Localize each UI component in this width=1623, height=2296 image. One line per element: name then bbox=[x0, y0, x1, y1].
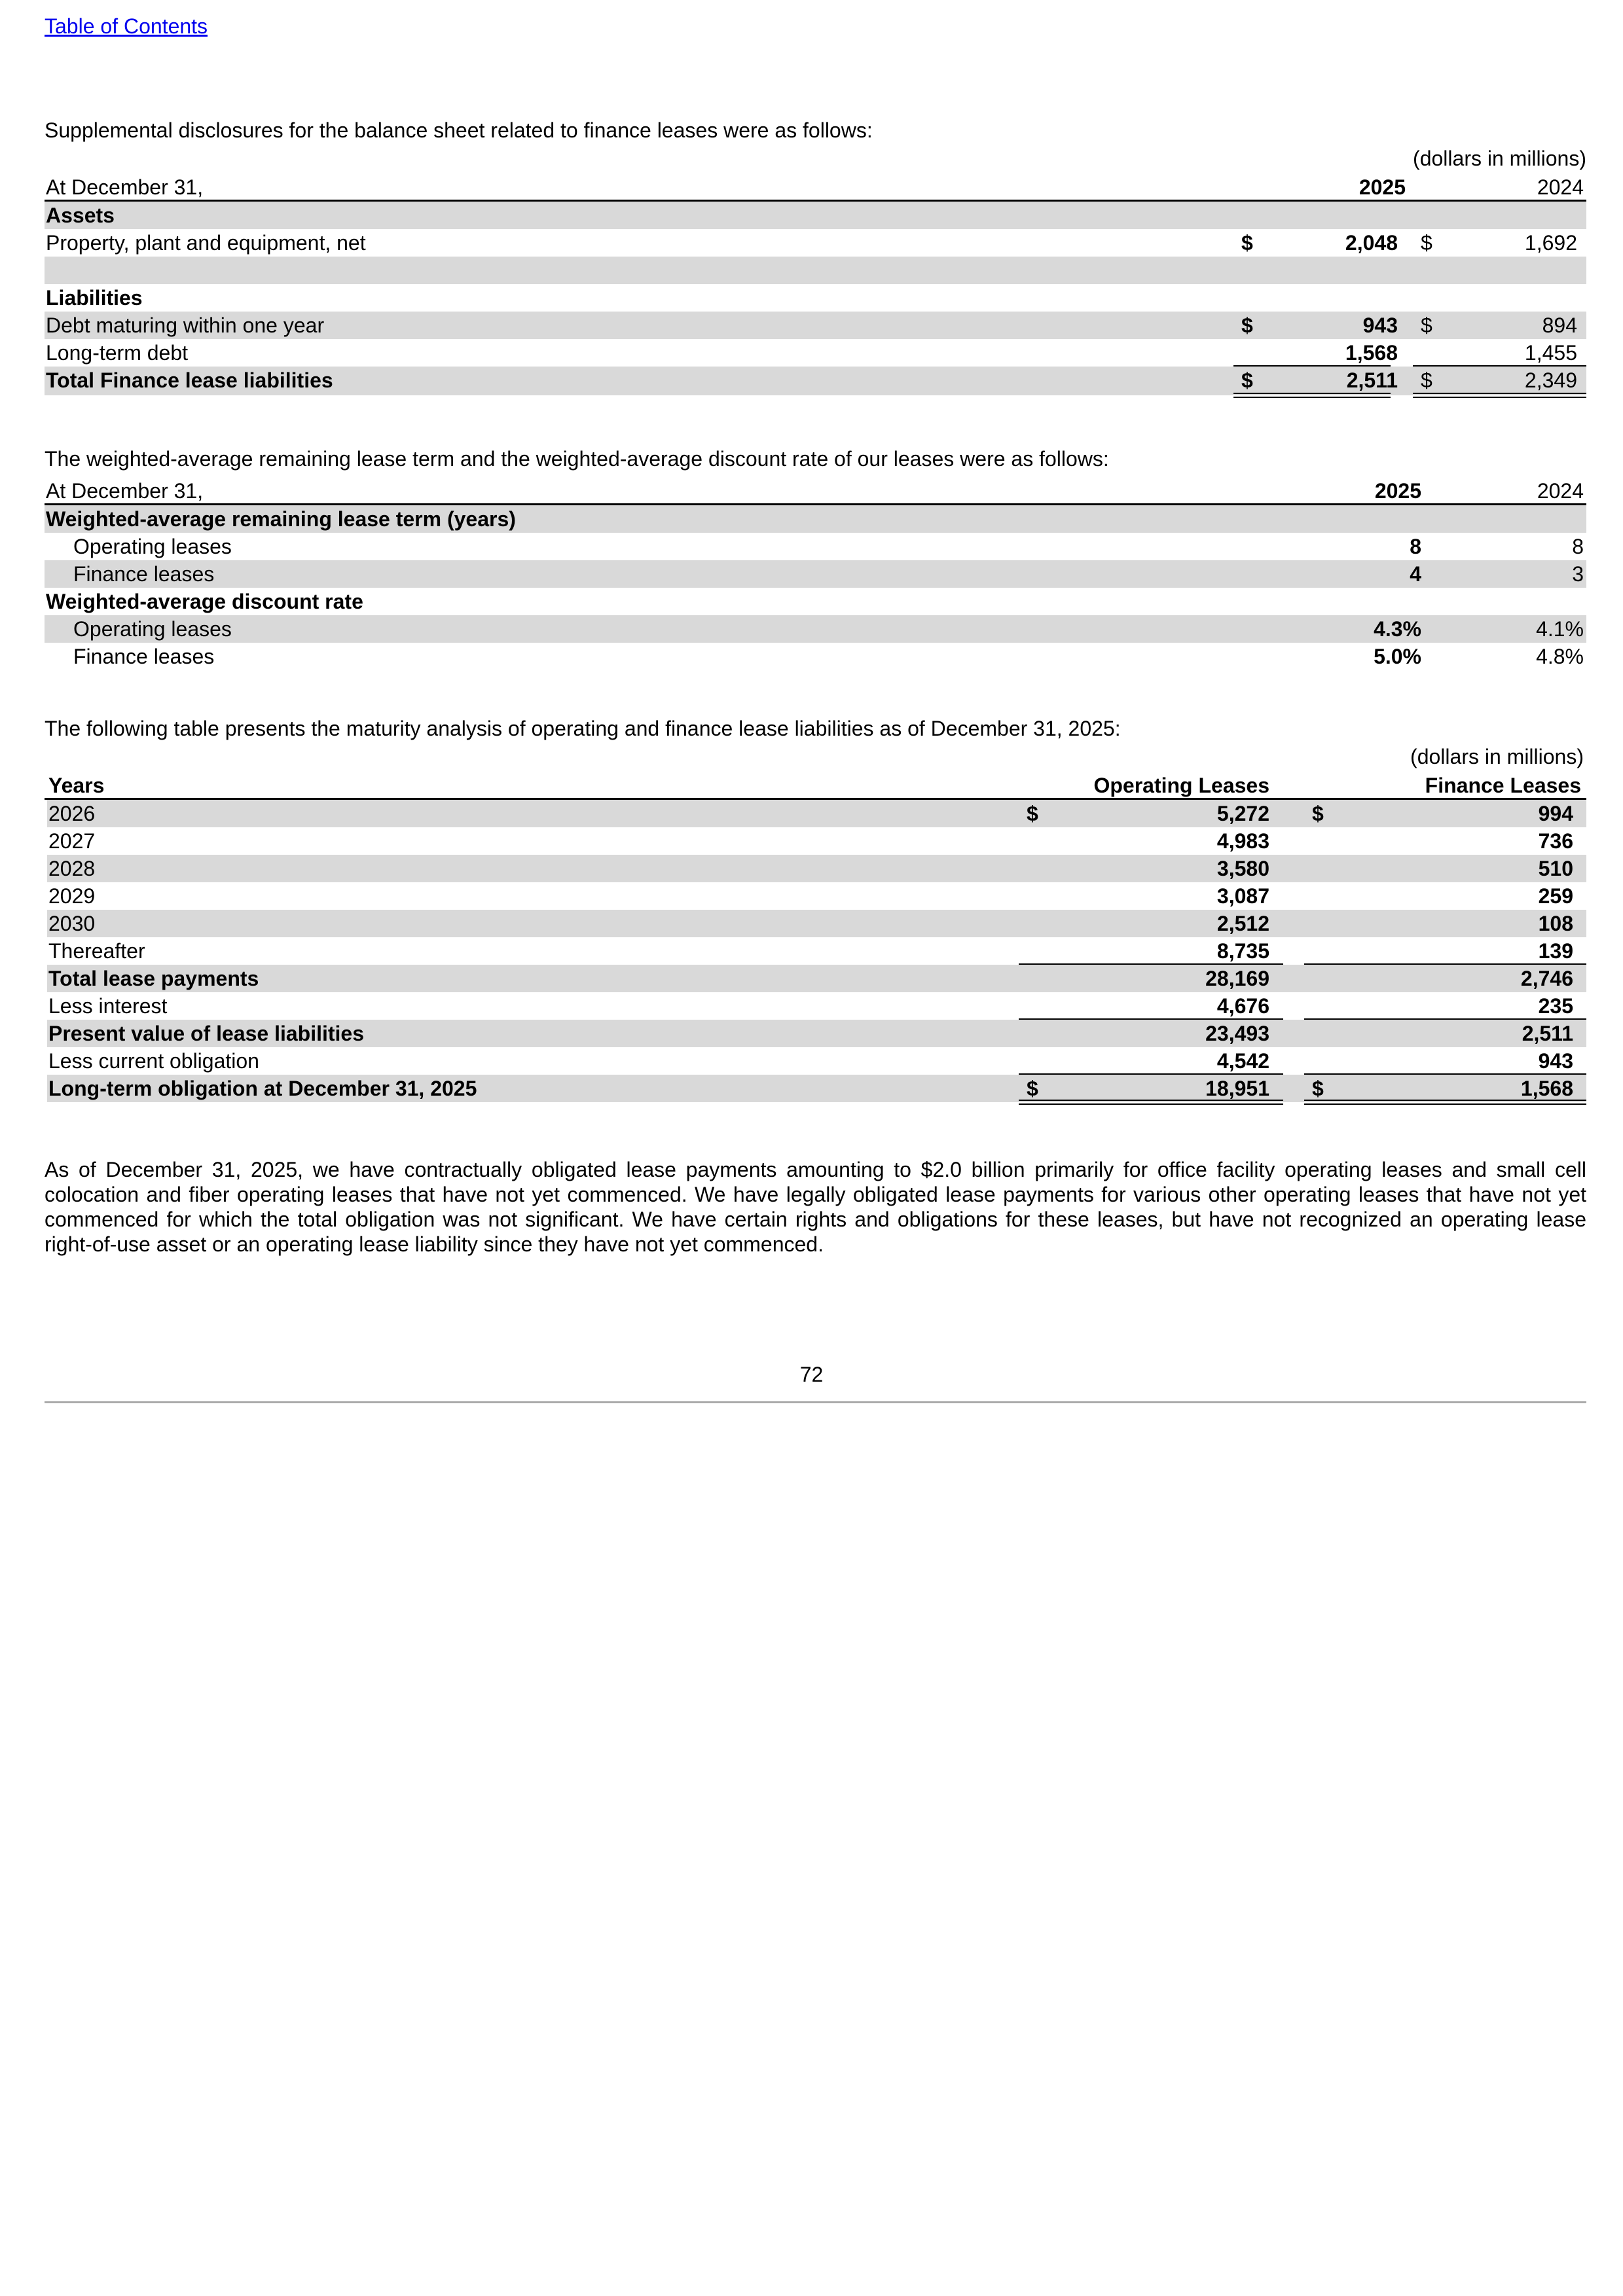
table-row bbox=[47, 1020, 1586, 1047]
row-label: 2030 bbox=[48, 912, 96, 935]
table-row bbox=[47, 965, 1586, 992]
operating-value: 4,983 bbox=[1216, 829, 1269, 853]
row-label: Thereafter bbox=[48, 939, 145, 963]
term-op-2024: 8 bbox=[1572, 535, 1584, 558]
term-heading bbox=[45, 505, 1586, 533]
debt-within-2025: 943 bbox=[1362, 314, 1398, 337]
term-fin-label: Finance leases bbox=[73, 562, 215, 586]
operating-value: 5,272 bbox=[1216, 802, 1269, 825]
header-2024: 2024 bbox=[1537, 175, 1584, 199]
table-row bbox=[47, 882, 1586, 910]
rate-fin-2025: 5.0% bbox=[1374, 645, 1421, 668]
header-operating: Operating Leases bbox=[1093, 774, 1269, 797]
table-row bbox=[47, 800, 1586, 827]
section3-unit: (dollars in millions) bbox=[1410, 745, 1584, 768]
table-header bbox=[45, 477, 1586, 503]
table-row bbox=[47, 1075, 1586, 1102]
currency-symbol: $ bbox=[1241, 368, 1253, 392]
operating-value: 28,169 bbox=[1205, 967, 1269, 990]
table-row bbox=[45, 533, 1586, 560]
ppe-2025: 2,048 bbox=[1345, 231, 1398, 255]
table-header bbox=[45, 173, 1586, 200]
rate-fin-label: Finance leases bbox=[73, 645, 215, 668]
row-label: Less interest bbox=[48, 994, 168, 1018]
operating-value: 18,951 bbox=[1205, 1077, 1269, 1100]
section2-intro: The weighted-average remaining lease term and the weighted-average discount rate of our leases were as follows: bbox=[45, 447, 1109, 471]
row-label: Long-term obligation at December 31, 2025 bbox=[48, 1077, 477, 1100]
finance-value: 943 bbox=[1538, 1049, 1573, 1073]
rate-op-label: Operating leases bbox=[73, 617, 232, 641]
operating-value: 3,087 bbox=[1216, 884, 1269, 908]
table-row bbox=[47, 855, 1586, 882]
currency-symbol: $ bbox=[1241, 231, 1253, 255]
finance-value: 2,746 bbox=[1520, 967, 1573, 990]
row-label: Present value of lease liabilities bbox=[48, 1022, 364, 1045]
lt-debt-2025: 1,568 bbox=[1345, 341, 1398, 365]
currency-symbol: $ bbox=[1027, 1077, 1038, 1100]
footer-divider bbox=[45, 1401, 1586, 1403]
currency-symbol: $ bbox=[1241, 314, 1253, 337]
operating-value: 4,542 bbox=[1216, 1049, 1269, 1073]
liabilities-heading bbox=[45, 284, 1586, 312]
header-years: Years bbox=[48, 774, 105, 797]
assets-heading bbox=[45, 202, 1586, 229]
rate-heading bbox=[45, 588, 1586, 615]
operating-value: 4,676 bbox=[1216, 994, 1269, 1018]
table-row bbox=[45, 643, 1586, 670]
currency-symbol: $ bbox=[1421, 231, 1432, 255]
table-row bbox=[47, 992, 1586, 1020]
header-2024: 2024 bbox=[1537, 479, 1584, 503]
table-row bbox=[45, 339, 1586, 367]
table-row bbox=[45, 615, 1586, 643]
finance-value: 736 bbox=[1538, 829, 1573, 853]
term-label: Weighted-average remaining lease term (years) bbox=[46, 507, 516, 531]
assets-label: Assets bbox=[46, 204, 115, 227]
header-2025: 2025 bbox=[1359, 175, 1406, 199]
lt-debt-2024: 1,455 bbox=[1524, 341, 1577, 365]
currency-symbol: $ bbox=[1421, 368, 1432, 392]
total-2025: 2,511 bbox=[1346, 368, 1398, 392]
finance-value: 139 bbox=[1538, 939, 1573, 963]
row-label: 2026 bbox=[48, 802, 96, 825]
row-label: 2028 bbox=[48, 857, 96, 880]
header-finance: Finance Leases bbox=[1425, 774, 1581, 797]
section1-unit: (dollars in millions) bbox=[1413, 147, 1586, 170]
term-fin-2024: 3 bbox=[1572, 562, 1584, 586]
page-number: 72 bbox=[799, 1363, 824, 1386]
row-label: 2029 bbox=[48, 884, 96, 908]
lt-debt-label: Long-term debt bbox=[46, 341, 189, 365]
row-label: 2027 bbox=[48, 829, 96, 853]
operating-value: 3,580 bbox=[1216, 857, 1269, 880]
table-row-total bbox=[45, 367, 1586, 395]
liabilities-label: Liabilities bbox=[46, 286, 143, 310]
table-row bbox=[45, 229, 1586, 257]
term-op-label: Operating leases bbox=[73, 535, 232, 558]
rate-fin-2024: 4.8% bbox=[1536, 645, 1584, 668]
header-2025: 2025 bbox=[1374, 479, 1421, 503]
table-row bbox=[45, 312, 1586, 339]
header-label: At December 31, bbox=[46, 175, 204, 199]
maturity-analysis-table bbox=[45, 772, 1586, 1102]
finance-value: 1,568 bbox=[1520, 1077, 1573, 1100]
operating-value: 2,512 bbox=[1216, 912, 1269, 935]
term-fin-2025: 4 bbox=[1410, 562, 1421, 586]
currency-symbol: $ bbox=[1421, 314, 1432, 337]
finance-value: 510 bbox=[1538, 857, 1573, 880]
rate-op-2025: 4.3% bbox=[1374, 617, 1421, 641]
total-2024: 2,349 bbox=[1524, 368, 1577, 392]
rate-op-2024: 4.1% bbox=[1536, 617, 1584, 641]
finance-value: 2,511 bbox=[1522, 1022, 1573, 1045]
finance-value: 108 bbox=[1538, 912, 1573, 935]
finance-value: 259 bbox=[1538, 884, 1573, 908]
closing-paragraph: As of December 31, 2025, we have contractually obligated lease payments amounting to $2.0 billion primarily for office facility operating leases and small cell colocation and fiber operating leases that have not yet commenced. We have legally obligated lease payments for various other operating leases that have not yet commenced for which the total obligation was not significant. We have certain rights and obligations for these leases, but have not recognized an operating lease right-of-use asset or an operating lease liability since they have not yet commenced. bbox=[45, 1158, 1586, 1256]
operating-value: 8,735 bbox=[1216, 939, 1269, 963]
table-row bbox=[47, 1047, 1586, 1075]
rate-label: Weighted-average discount rate bbox=[46, 590, 363, 613]
term-op-2025: 8 bbox=[1410, 535, 1421, 558]
ppe-2024: 1,692 bbox=[1524, 231, 1577, 255]
spacer-row bbox=[45, 257, 1586, 284]
finance-value: 235 bbox=[1538, 994, 1573, 1018]
operating-value: 23,493 bbox=[1205, 1022, 1269, 1045]
table-row bbox=[47, 910, 1586, 937]
table-row bbox=[45, 560, 1586, 588]
finance-value: 994 bbox=[1538, 802, 1573, 825]
debt-within-2024: 894 bbox=[1542, 314, 1577, 337]
ppe-label: Property, plant and equipment, net bbox=[46, 231, 366, 255]
finance-lease-balance-table bbox=[45, 173, 1586, 395]
table-row bbox=[47, 937, 1586, 965]
currency-symbol: $ bbox=[1027, 802, 1038, 825]
table-row bbox=[47, 827, 1586, 855]
section3-intro: The following table presents the maturity analysis of operating and finance lease liabilities as of December 31, 2025: bbox=[45, 717, 1121, 740]
debt-within-label: Debt maturing within one year bbox=[46, 314, 325, 337]
section1-intro: Supplemental disclosures for the balance sheet related to finance leases were as follows: bbox=[45, 118, 873, 142]
lease-term-rate-table bbox=[45, 477, 1586, 670]
currency-symbol: $ bbox=[1312, 802, 1324, 825]
table-of-contents-link[interactable]: Table of Contents bbox=[45, 14, 208, 38]
row-label: Less current obligation bbox=[48, 1049, 259, 1073]
table-header bbox=[45, 772, 1586, 798]
total-label: Total Finance lease liabilities bbox=[46, 368, 333, 392]
header-label: At December 31, bbox=[46, 479, 204, 503]
row-label: Total lease payments bbox=[48, 967, 259, 990]
currency-symbol: $ bbox=[1312, 1077, 1324, 1100]
